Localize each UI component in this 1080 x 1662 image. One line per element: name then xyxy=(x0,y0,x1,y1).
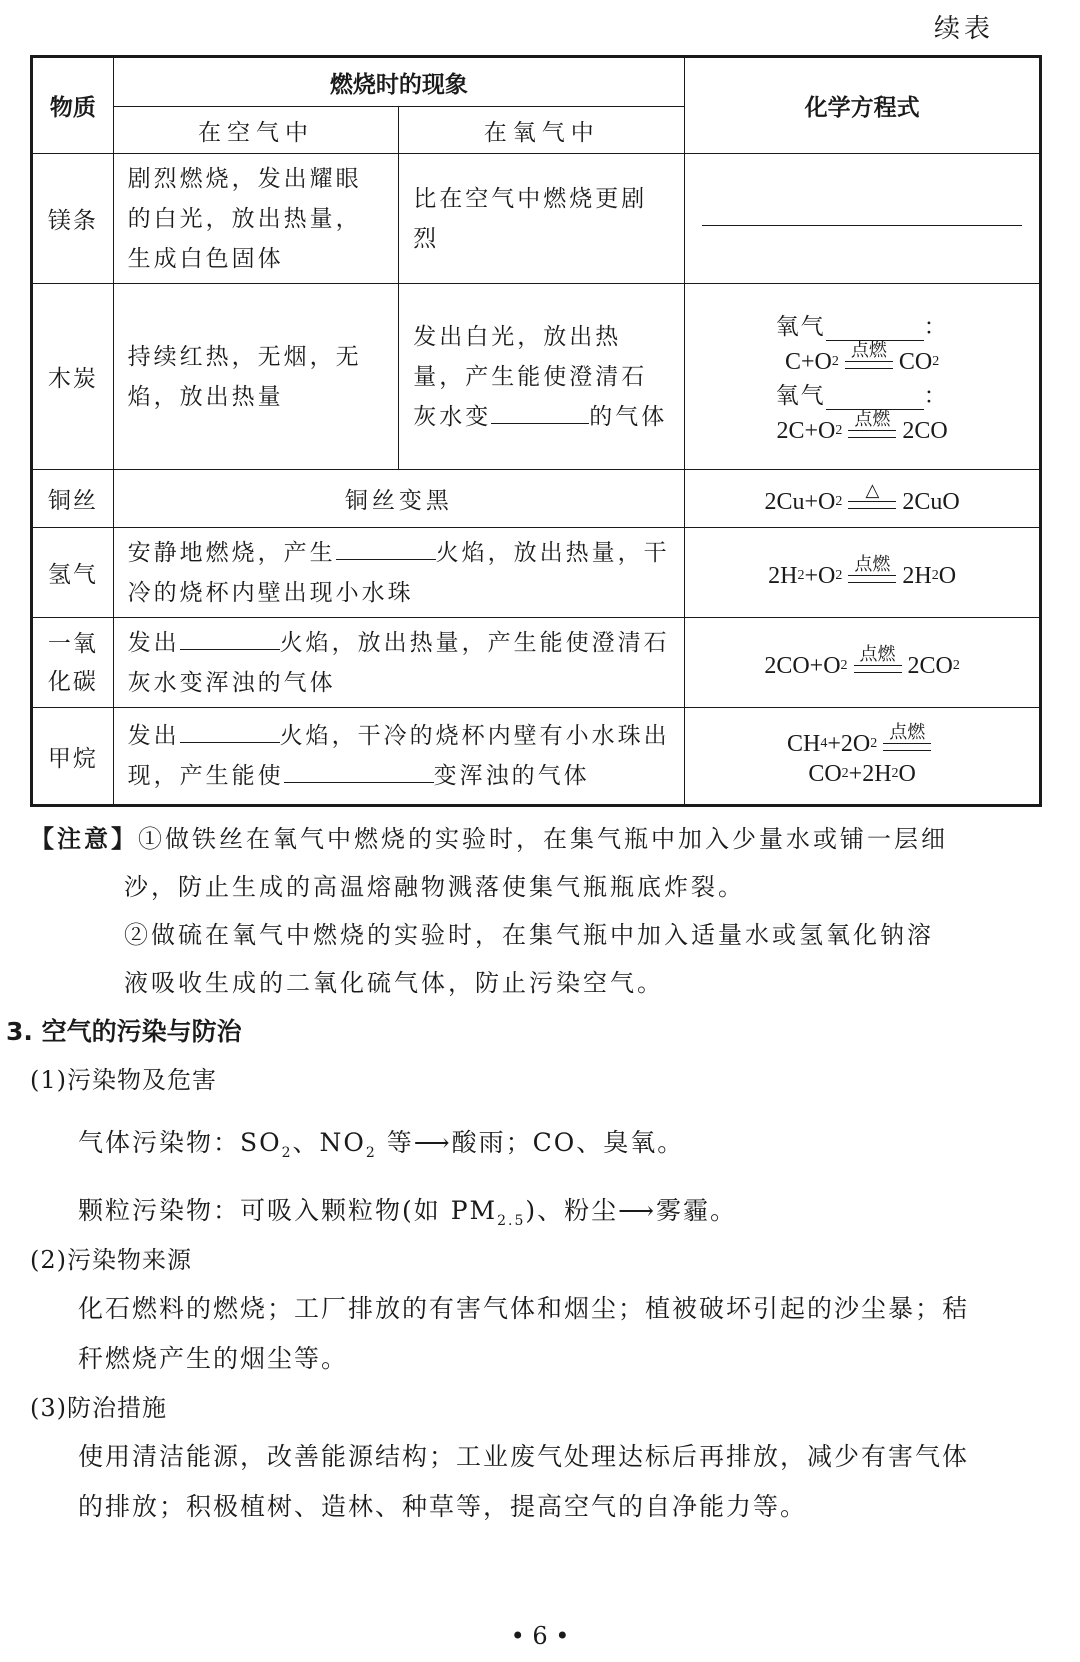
particle-pollutants: 颗粒污染物：可吸入颗粒物(如 $PM_{2.5}$)、粉尘⟶雾霾。 xyxy=(78,1196,738,1229)
row-carbon-monoxide xyxy=(32,618,1041,708)
header-equation: 化学方程式 xyxy=(685,57,1041,154)
gas-pollutants: 气体污染物：$SO_2$、$NO_2$ 等⟶酸雨；CO、臭氧。 xyxy=(78,1128,685,1161)
oxygen-phenomenon: 发出白光，放出热量，产生能使澄清石灰水变 的气体 xyxy=(399,284,685,470)
row-magnesium xyxy=(32,154,1041,284)
phenomenon: 发出 火焰，放出热量，产生能使澄清石灰水变浑浊的气体 xyxy=(113,618,685,708)
equation-blank xyxy=(685,154,1041,284)
combustion-table xyxy=(30,55,1042,807)
prevention-measures: 使用清洁能源，改善能源结构；工业废气处理达标后再排放，减少有害气体 的排放；积极植树、造林、种草等，提高空气的自净能力等。 xyxy=(78,1442,970,1521)
substance-name: 木炭 xyxy=(32,284,114,470)
header-substance: 物质 xyxy=(32,57,114,154)
phenomenon: 发出 火焰，干冷的烧杯内壁有小水珠出现，产生能使 变浑浊的气体 xyxy=(113,708,685,806)
pollution-sources: 化石燃料的燃烧；工厂排放的有害气体和烟尘；植被破坏引起的沙尘暴；秸 秆燃烧产生的烟尘等。 xyxy=(78,1294,970,1373)
oxygen-blank-line: 氧气 ： xyxy=(775,382,949,409)
substance-name: 铜丝 xyxy=(32,470,114,528)
header-in-oxygen: 在氧气中 xyxy=(399,107,685,154)
arrow-icon: ⟶ xyxy=(618,1196,656,1225)
page-number: • 6 • xyxy=(510,1622,570,1650)
row-hydrogen xyxy=(32,528,1041,618)
substance-name: 氢气 xyxy=(32,528,114,618)
oxygen-blank-line: 氧气 ： xyxy=(775,313,949,340)
fill-blank xyxy=(180,627,280,650)
air-phenomenon: 持续红热，无烟，无焰，放出热量 xyxy=(113,284,399,470)
equation-hydrogen: 2H 2 +O 2 点燃 2H 2 O xyxy=(685,528,1041,618)
substance-name: 一氧 化碳 xyxy=(32,618,114,708)
note-label: 【注意】 xyxy=(30,825,138,853)
fill-blank xyxy=(284,760,434,783)
header-phenomenon: 燃烧时的现象 xyxy=(113,57,685,107)
fill-blank xyxy=(180,720,280,743)
substance-name: 甲烷 xyxy=(32,708,114,806)
fill-blank xyxy=(491,401,589,424)
fill-blank xyxy=(336,537,436,560)
equation: 2C+O 2 点燃 2CO xyxy=(776,408,948,444)
oxygen-phenomenon: 比在空气中燃烧更剧烈 xyxy=(399,154,685,284)
row-copper xyxy=(32,470,1041,528)
substance-name: 镁条 xyxy=(32,154,114,284)
section-title: 3. 空气的污染与防治 xyxy=(6,1017,242,1046)
equation-methane: CH 4 +2O 2 点燃 CO 2 +2H 2 O xyxy=(685,708,1041,806)
row-methane xyxy=(32,708,1041,806)
header-in-air: 在空气中 xyxy=(113,107,399,154)
subsection-1: (1)污染物及危害 xyxy=(30,1066,217,1094)
phenomenon: 铜丝变黑 xyxy=(113,470,685,528)
equation-copper: 2Cu+O 2 △ 2CuO xyxy=(685,470,1041,528)
equation-carbon xyxy=(685,284,1041,470)
equation: C+O 2 点燃 CO 2 xyxy=(784,339,940,375)
subsection-3: (3)防治措施 xyxy=(30,1394,167,1422)
continued-label: 续表 xyxy=(933,14,994,44)
row-charcoal xyxy=(32,284,1041,470)
equation-co: 2CO+O 2 点燃 2CO 2 xyxy=(685,618,1041,708)
fill-blank-line xyxy=(702,224,1022,226)
subsection-2: (2)污染物来源 xyxy=(30,1246,192,1274)
phenomenon: 安静地燃烧，产生 火焰，放出热量，干冷的烧杯内壁出现小水珠 xyxy=(113,528,685,618)
arrow-icon: ⟶ xyxy=(413,1128,452,1157)
note-block: 【注意】①做铁丝在氧气中燃烧的实验时，在集气瓶中加入少量水或铺一层细 沙，防止生成的高温熔融物溅落使集气瓶瓶底炸裂。 ②做硫在氧气中燃烧的实验时，在集气瓶中加入适量水或氢氧化钠溶 液吸收生成的二氧化硫气体，防止污染空气。 xyxy=(30,825,948,997)
air-phenomenon: 剧烈燃烧，发出耀眼的白光，放出热量，生成白色固体 xyxy=(113,154,399,284)
